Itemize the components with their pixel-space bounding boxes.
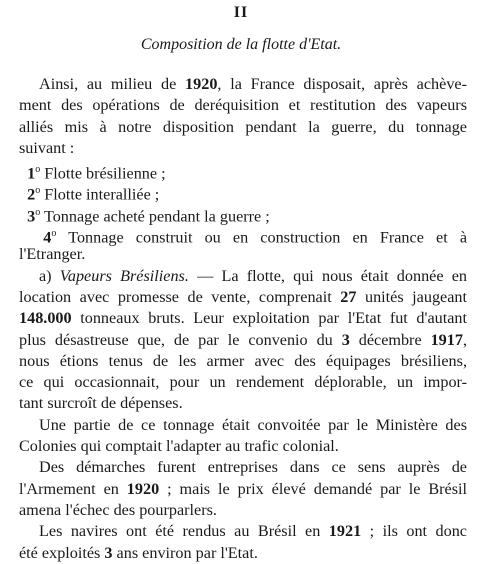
paragraph-vapeurs-line: nous étions tenus de les armer avec des équipages brésiliens,	[19, 351, 467, 370]
paragraph-vapeurs-line: ce qui occasionnait, pour un rendement déplorable, un impor-	[19, 373, 467, 392]
paragraph-demarches-line: l'Armement en 1920 ; mais le prix élevé demandé par le Brésil	[19, 479, 468, 498]
list-item: 2$^o$ Flotte interalliée ;	[27, 185, 160, 204]
paragraph-rendus-line: Les navires ont été rendus au Brésil en 1921 ; ils ont donc	[39, 522, 467, 541]
paragraph-intro-line: Ainsi, au milieu de 1920, la France disposait, après achève-	[39, 75, 467, 93]
section-title: Composition de la flotte d'Etat.	[140, 36, 342, 53]
paragraph-demarches-line: Des démarches furent entreprises dans ce sens auprès de	[39, 458, 467, 477]
list-item-continuation: l'Etranger.	[19, 245, 86, 264]
paragraph-intro-line: suivant :	[19, 138, 75, 157]
list-item: 3$^o$ Tonnage acheté pendant la guerre ;	[27, 206, 270, 226]
paragraph-colonies-line: Une partie de ce tonnage était convoitée par le Ministère des	[39, 415, 467, 434]
paragraph-intro-line: ment des opérations de deréquisition et restitution des vapeurs	[19, 96, 467, 115]
paragraph-vapeurs-line: a) Vapeurs Brésiliens. — La flotte, qui nous était donnée en	[39, 266, 468, 285]
paragraph-vapeurs-line: 148.000 tonneaux bruts. Leur exploitation par l'Etat fut d'autant	[19, 309, 467, 328]
body-text	[19, 74, 467, 564]
paragraph-intro-line: alliés mis à notre disposition pendant la guerre, du tonnage	[19, 117, 467, 136]
chapter-number: II	[233, 4, 249, 21]
paragraph-vapeurs-line: plus désastreuse que, de par le convenio du 3 décembre 1917,	[19, 330, 467, 349]
paragraph-vapeurs-line: location avec promesse de vente, comprenait 27 unités jaugeant	[19, 287, 467, 306]
paragraph-demarches-line: amena l'échec des pourparlers.	[19, 500, 217, 519]
paragraph-colonies-line: Colonies qui comptait l'adapter au trafic colonial.	[19, 437, 339, 456]
paragraph-rendus-line: été exploités 3 ans environ par l'Etat.	[19, 543, 258, 562]
paragraph-vapeurs-line: tant surcroît de dépenses.	[19, 394, 183, 413]
list-item: 1$^o$ Flotte brésilienne ;	[27, 164, 166, 183]
list-item: 4$^o$ Tonnage construit ou en construction en France et à	[43, 228, 467, 247]
